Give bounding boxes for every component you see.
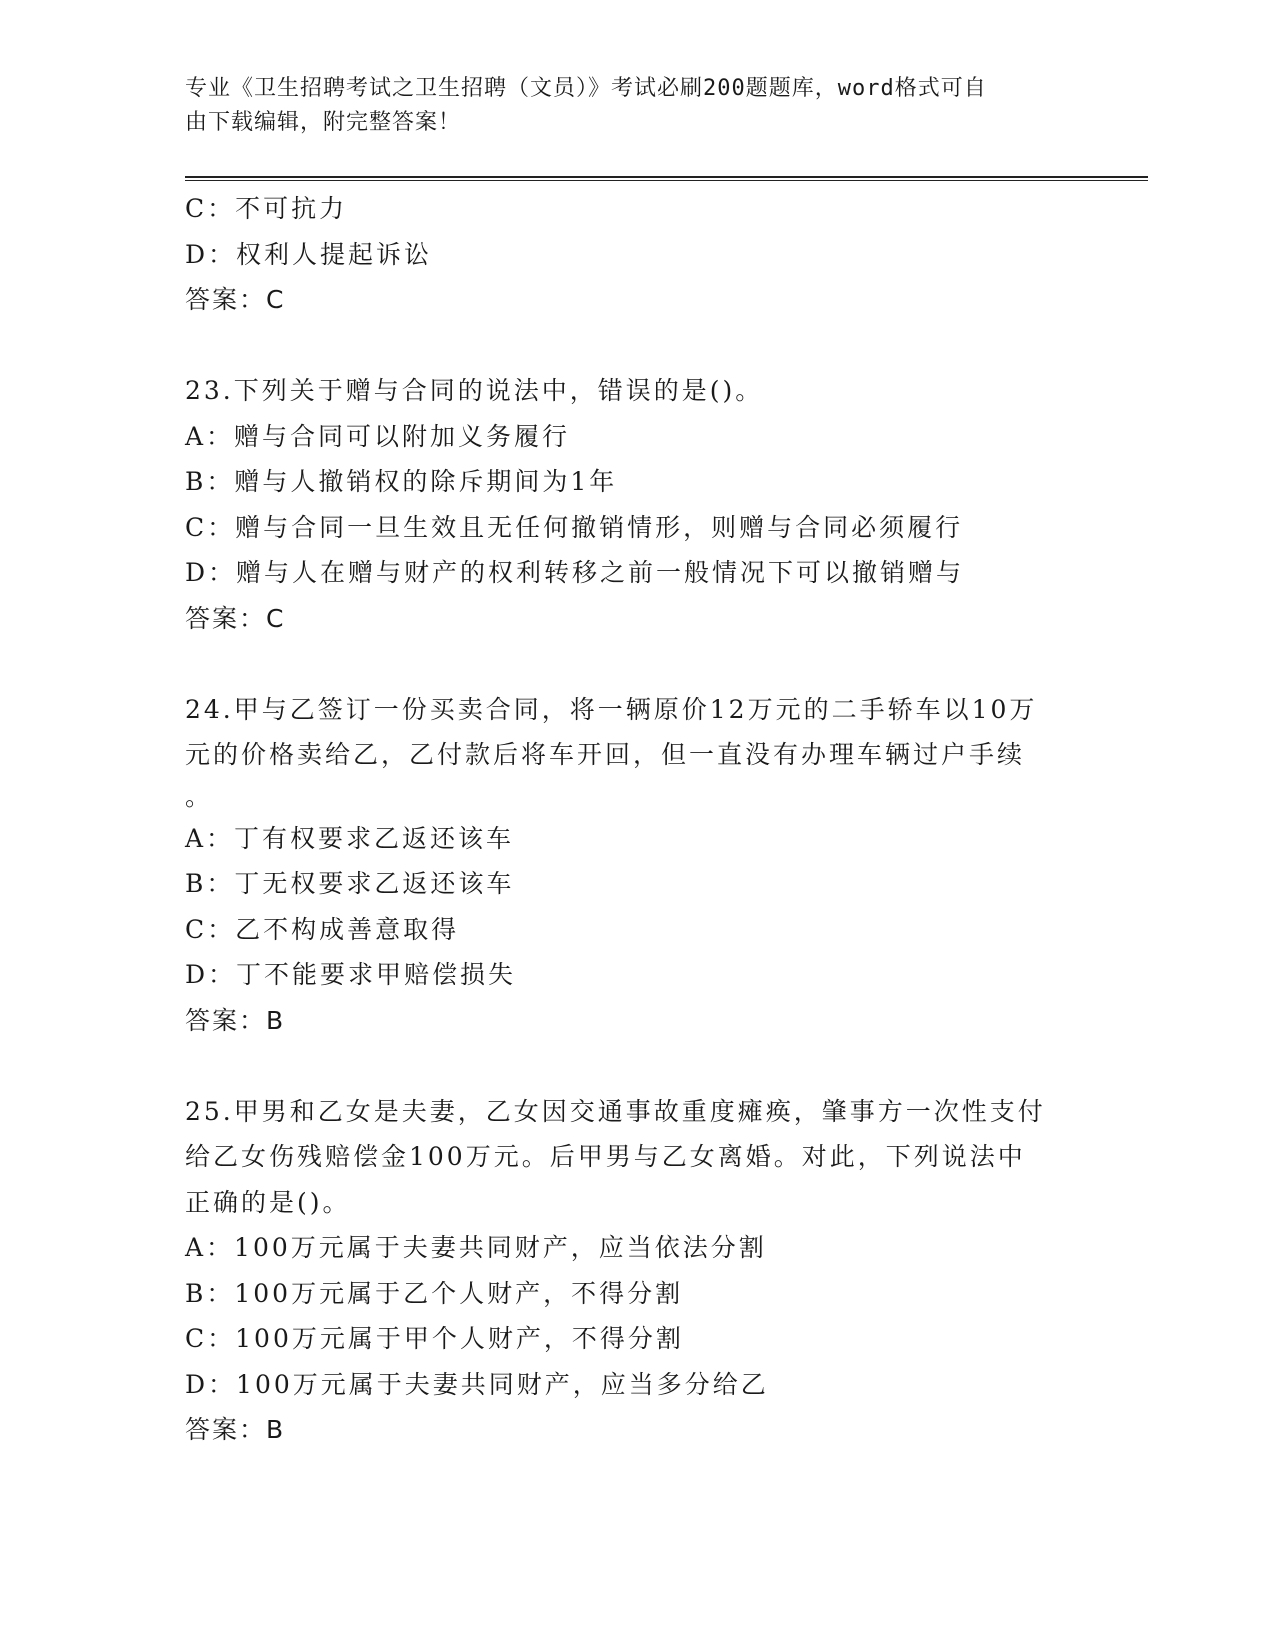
option-a: A：100万元属于夫妻共同财产，应当依法分割 bbox=[185, 1233, 767, 1262]
question-block-22 bbox=[185, 186, 1085, 323]
question-stem: 。 bbox=[185, 781, 214, 811]
question-stem: 23.下列关于赠与合同的说法中，错误的是()。 bbox=[185, 376, 764, 405]
header-divider bbox=[185, 176, 1148, 181]
question-stem: 25.甲男和乙女是夫妻，乙女因交通事故重度瘫痪，肇事方一次性支付 bbox=[185, 1096, 1046, 1126]
question-list bbox=[185, 186, 1085, 1453]
option-d: D：丁不能要求甲赔偿损失 bbox=[185, 960, 517, 989]
option-a: A：赠与合同可以附加义务履行 bbox=[185, 421, 571, 451]
question-block-25 bbox=[185, 1089, 1085, 1453]
option-b: B：丁无权要求乙返还该车 bbox=[185, 869, 515, 898]
question-stem: 正确的是()。 bbox=[185, 1187, 351, 1217]
option-c: C：乙不构成善意取得 bbox=[185, 914, 460, 944]
option-d: D：100万元属于夫妻共同财产，应当多分给乙 bbox=[185, 1369, 769, 1399]
option-c: C：100万元属于甲个人财产，不得分割 bbox=[185, 1324, 684, 1353]
option-a: A：丁有权要求乙返还该车 bbox=[185, 823, 515, 853]
spacer bbox=[185, 323, 1085, 369]
answer-label: 答案：B bbox=[185, 1415, 286, 1444]
answer-label: 答案：C bbox=[185, 603, 286, 633]
question-block-24 bbox=[185, 687, 1085, 1044]
header-line-2: 由下载编辑，附完整答案！ bbox=[185, 110, 462, 135]
option-b: B：赠与人撤销权的除斥期间为1年 bbox=[185, 467, 618, 496]
option-c: C：不可抗力 bbox=[185, 194, 348, 223]
spacer bbox=[185, 1043, 1085, 1089]
option-d: D：权利人提起诉讼 bbox=[185, 239, 433, 269]
question-block-23 bbox=[185, 368, 1085, 641]
question-stem: 24.甲与乙签订一份买卖合同，将一辆原价12万元的二手轿车以10万 bbox=[185, 694, 1038, 724]
answer-label: 答案：B bbox=[185, 1005, 286, 1035]
answer-label: 答案：C bbox=[185, 285, 286, 314]
question-stem: 给乙女伤残赔偿金100万元。后甲男与乙女离婚。对此，下列说法中 bbox=[185, 1142, 1026, 1171]
question-stem: 元的价格卖给乙，乙付款后将车开回，但一直没有办理车辆过户手续 bbox=[185, 740, 1026, 769]
header-line-1: 专业《卫生招聘考试之卫生招聘（文员）》考试必刷200题题库，word格式可自 bbox=[185, 76, 987, 101]
spacer bbox=[185, 641, 1085, 687]
document-header bbox=[185, 72, 1065, 140]
option-c: C：赠与合同一旦生效且无任何撤销情形，则赠与合同必须履行 bbox=[185, 512, 964, 542]
option-b: B：100万元属于乙个人财产，不得分割 bbox=[185, 1278, 684, 1308]
option-d: D：赠与人在赠与财产的权利转移之前一般情况下可以撤销赠与 bbox=[185, 558, 965, 587]
